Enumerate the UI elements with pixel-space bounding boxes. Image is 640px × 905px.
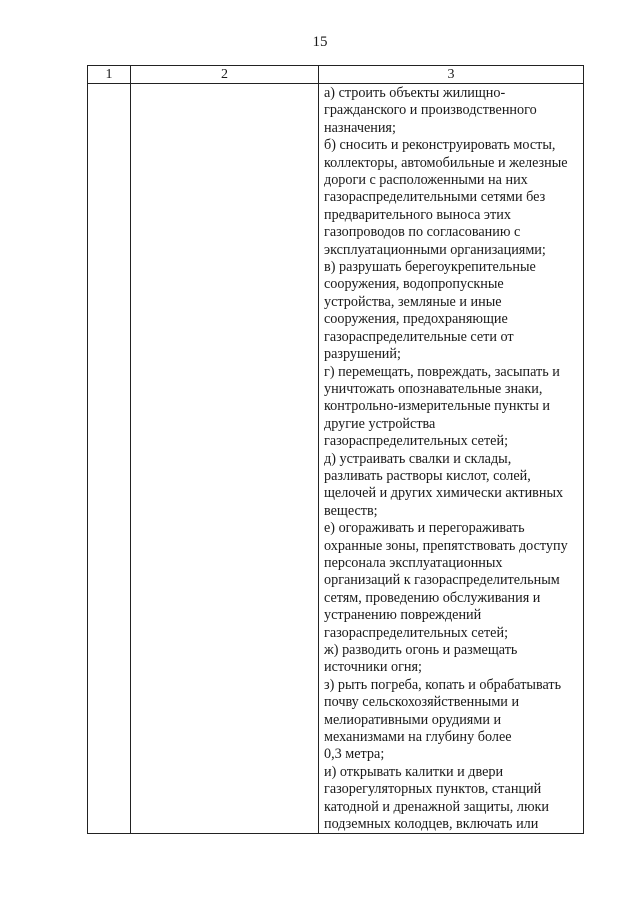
text-line: е) огораживать и перегораживать: [324, 520, 525, 537]
text-line: 0,3 метра;: [324, 746, 385, 763]
cell-column-1: [88, 84, 131, 834]
text-line: газораспределительных сетей;: [324, 624, 509, 641]
text-line: д) устраивать свалки и склады,: [324, 450, 512, 467]
text-line: разрушений;: [324, 346, 401, 363]
text-line: веществ;: [324, 502, 378, 519]
content-table: [87, 65, 584, 834]
text-line: механизмами на глубину более: [324, 729, 512, 746]
text-line: гражданского и производственного: [324, 102, 537, 119]
text-line: организаций к газораспределительным: [324, 572, 560, 589]
text-line: разливать растворы кислот, солей,: [324, 467, 531, 484]
text-line: устройства, земляные и иные: [324, 293, 502, 310]
column-header-3: 3: [319, 66, 584, 84]
text-line: другие устройства: [324, 415, 436, 432]
text-line: подземных колодцев, включать или: [324, 816, 539, 833]
text-line: з) рыть погреба, копать и обрабатывать: [324, 676, 562, 693]
column-header-2: 2: [131, 66, 319, 84]
text-line: охранные зоны, препятствовать доступу: [324, 537, 568, 554]
text-line: г) перемещать, повреждать, засыпать и: [324, 363, 560, 380]
text-line: уничтожать опознавательные знаки,: [324, 380, 543, 397]
table-row: [88, 84, 584, 834]
text-line: мелиоративными орудиями и: [324, 711, 502, 728]
text-line: эксплуатационными организациями;: [324, 241, 546, 258]
text-line: и) открывать калитки и двери: [324, 763, 504, 780]
text-line: устранению повреждений: [324, 607, 482, 624]
text-line: газораспределительными сетями без: [324, 189, 546, 206]
text-line: назначения;: [324, 119, 396, 136]
text-line: а) строить объекты жилищно-: [324, 85, 506, 101]
text-line: ж) разводить огонь и размещать: [324, 642, 518, 658]
text-line: катодной и дренажной защиты, люки: [324, 798, 550, 815]
text-line: газораспределительные сети от: [324, 328, 514, 345]
text-line: газорегуляторных пунктов, станций: [324, 781, 542, 798]
page-number: 15: [312, 34, 328, 50]
text-line: щелочей и других химически активных: [324, 485, 564, 502]
text-line: в) разрушать берегоукрепительные: [324, 259, 536, 276]
text-line: источники огня;: [324, 659, 422, 676]
text-line: предварительного выноса этих: [324, 206, 511, 223]
text-line: персонала эксплуатационных: [324, 554, 503, 571]
cell-column-2: [131, 84, 319, 834]
table-header-row: [88, 66, 584, 84]
prohibitions-list: [319, 84, 583, 833]
text-line: газораспределительных сетей;: [324, 433, 509, 450]
text-line: почву сельскохозяйственными и: [324, 694, 520, 711]
text-line: коллекторы, автомобильные и железные: [324, 154, 568, 171]
column-header-1: 1: [88, 66, 131, 84]
text-line: сетям, проведению обслуживания и: [324, 589, 541, 606]
scan-artifact-marks: [260, 897, 580, 901]
cell-column-3: [319, 84, 584, 834]
text-line: б) сносить и реконструировать мосты,: [324, 137, 556, 154]
text-line: сооружения, водопропускные: [324, 276, 504, 293]
text-line: дороги с расположенными на них: [324, 172, 528, 189]
text-line: газопроводов по согласованию с: [324, 224, 521, 241]
text-line: сооружения, предохраняющие: [324, 311, 508, 328]
text-line: контрольно-измерительные пункты и: [324, 398, 551, 415]
